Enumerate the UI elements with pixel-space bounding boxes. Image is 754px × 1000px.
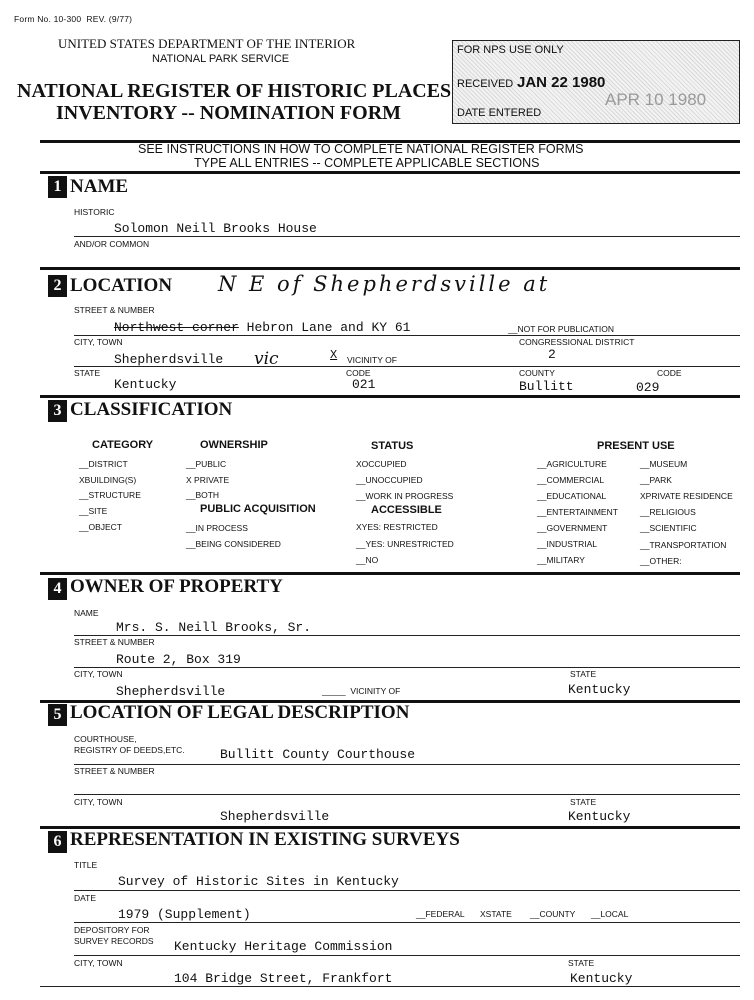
nps-use-box bbox=[452, 40, 740, 124]
vicinity-of-label: VICINITY OF bbox=[347, 355, 397, 365]
public-acquisition-header: PUBLIC ACQUISITION bbox=[200, 503, 316, 515]
owner-state-label: STATE bbox=[570, 669, 597, 679]
field-line bbox=[74, 764, 740, 765]
survey-city-label: CITY, TOWN bbox=[74, 958, 123, 968]
use-agriculture: __AGRICULTURE bbox=[537, 459, 607, 469]
street-text: Hebron Lane and KY 61 bbox=[246, 320, 411, 335]
field-line bbox=[74, 236, 740, 237]
use-educational: __EDUCATIONAL bbox=[537, 491, 607, 501]
option-local: __LOCAL bbox=[591, 909, 629, 919]
section-2-title: LOCATION bbox=[70, 275, 173, 296]
street-number-label: STREET & NUMBER bbox=[74, 305, 155, 315]
survey-state-label: STATE bbox=[568, 958, 595, 968]
county-code-value: 029 bbox=[636, 380, 660, 395]
form-number: Form No. 10-300 REV. (9/77) bbox=[14, 14, 133, 24]
city-town-label: CITY, TOWN bbox=[74, 337, 123, 347]
owner-street-value: Route 2, Box 319 bbox=[116, 652, 241, 667]
section-3-number: 3 bbox=[48, 400, 67, 422]
form-title-line2: INVENTORY -- NOMINATION FORM bbox=[56, 102, 402, 124]
ownership-public: __PUBLIC bbox=[186, 459, 227, 469]
category-header: CATEGORY bbox=[92, 439, 154, 451]
rule bbox=[40, 267, 740, 270]
owner-state-value: Kentucky bbox=[568, 682, 631, 697]
use-entertainment: __ENTERTAINMENT bbox=[537, 507, 618, 517]
use-religious: __RELIGIOUS bbox=[640, 507, 696, 517]
category-site: __SITE bbox=[79, 506, 108, 516]
use-commercial: __COMMERCIAL bbox=[537, 475, 605, 485]
instructions-line2: TYPE ALL ENTRIES -- COMPLETE APPLICABLE SECTIONS bbox=[194, 156, 540, 170]
section-1-title: NAME bbox=[70, 176, 129, 197]
use-private-residence: XPRIVATE RESIDENCE bbox=[640, 491, 733, 501]
accessible-header: ACCESSIBLE bbox=[371, 504, 442, 516]
owner-city-label: CITY, TOWN bbox=[74, 669, 123, 679]
field-line bbox=[74, 794, 740, 795]
section-1-number: 1 bbox=[48, 176, 67, 198]
owner-city-value: Shepherdsville bbox=[116, 684, 226, 699]
rule bbox=[40, 395, 740, 398]
city-value: Shepherdsville bbox=[114, 352, 224, 367]
use-other: __OTHER: bbox=[640, 556, 682, 566]
use-museum: __MUSEUM bbox=[640, 459, 688, 469]
legal-street-label: STREET & NUMBER bbox=[74, 766, 155, 776]
section-3-title: CLASSIFICATION bbox=[70, 399, 233, 420]
survey-date-label: DATE bbox=[74, 893, 97, 903]
option-county: __COUNTY bbox=[530, 909, 576, 919]
county-code-label: CODE bbox=[657, 368, 682, 378]
use-government: __GOVERNMENT bbox=[537, 523, 608, 533]
courthouse-value: Bullitt County Courthouse bbox=[220, 747, 416, 762]
category-building: XBUILDING(S) bbox=[79, 475, 137, 485]
accessible-yes-restricted: XYES: RESTRICTED bbox=[356, 522, 438, 532]
survey-title-value: Survey of Historic Sites in Kentucky bbox=[118, 874, 399, 889]
field-line bbox=[74, 890, 740, 891]
acquisition-in-process: __IN PROCESS bbox=[186, 523, 248, 533]
historic-label: HISTORIC bbox=[74, 207, 115, 217]
section-4-title: OWNER OF PROPERTY bbox=[70, 576, 283, 597]
street-value bbox=[114, 320, 410, 335]
county-label: COUNTY bbox=[519, 368, 555, 378]
accessible-yes-unrestricted: __YES: UNRESTRICTED bbox=[356, 539, 454, 549]
registry-label: REGISTRY OF DEEDS,ETC. bbox=[74, 745, 185, 755]
option-federal: __FEDERAL bbox=[416, 909, 465, 919]
courthouse-label: COURTHOUSE, bbox=[74, 734, 137, 744]
legal-state-label: STATE bbox=[570, 797, 597, 807]
rule bbox=[40, 171, 740, 174]
instructions-line1: SEE INSTRUCTIONS IN HOW TO COMPLETE NATIONAL REGISTER FORMS bbox=[138, 142, 584, 156]
received-label: RECEIVED bbox=[457, 78, 514, 90]
service-name: NATIONAL PARK SERVICE bbox=[152, 53, 290, 65]
section-6-title: REPRESENTATION IN EXISTING SURVEYS bbox=[70, 829, 460, 850]
section-5-number: 5 bbox=[48, 704, 67, 726]
state-code-label: CODE bbox=[346, 368, 371, 378]
status-unoccupied: __UNOCCUPIED bbox=[356, 475, 423, 485]
owner-street-label: STREET & NUMBER bbox=[74, 637, 155, 647]
use-transportation: __TRANSPORTATION bbox=[640, 540, 727, 550]
owner-name-label: NAME bbox=[74, 608, 99, 618]
common-name-label: AND/OR COMMON bbox=[74, 239, 150, 249]
status-occupied: XOCCUPIED bbox=[356, 459, 407, 469]
section-2-number: 2 bbox=[48, 275, 67, 297]
survey-date-value: 1979 (Supplement) bbox=[118, 907, 251, 922]
field-line bbox=[74, 635, 740, 636]
use-scientific: __SCIENTIFIC bbox=[640, 523, 697, 533]
date-entered-label: DATE ENTERED bbox=[457, 107, 542, 119]
status-header: STATUS bbox=[371, 440, 414, 452]
category-object: __OBJECT bbox=[79, 522, 122, 532]
field-line bbox=[74, 667, 740, 668]
acquisition-being-considered: __BEING CONSIDERED bbox=[186, 539, 281, 549]
not-for-publication-label: __NOT FOR PUBLICATION bbox=[508, 324, 614, 334]
owner-name-value: Mrs. S. Neill Brooks, Sr. bbox=[116, 620, 312, 635]
handwritten-location-note: N E of Shepherdsville at bbox=[218, 272, 551, 296]
ownership-header: OWNERSHIP bbox=[200, 439, 268, 451]
state-value: Kentucky bbox=[114, 377, 177, 392]
depository-label: DEPOSITORY FOR bbox=[74, 925, 150, 935]
received-date-stamp: JAN 22 1980 bbox=[517, 74, 606, 91]
form-revision: REV. (9/77) bbox=[86, 14, 133, 24]
survey-state-value: Kentucky bbox=[570, 971, 633, 986]
field-line bbox=[74, 922, 740, 923]
survey-records-label: SURVEY RECORDS bbox=[74, 936, 154, 946]
survey-city-value: 104 Bridge Street, Frankfort bbox=[174, 971, 393, 986]
rule bbox=[40, 986, 740, 987]
use-park: __PARK bbox=[640, 475, 672, 485]
present-use-header: PRESENT USE bbox=[597, 440, 675, 452]
nps-use-label: FOR NPS USE ONLY bbox=[457, 44, 564, 56]
county-value: Bullitt bbox=[519, 379, 574, 394]
field-line bbox=[74, 335, 740, 336]
option-state: XSTATE bbox=[480, 909, 512, 919]
legal-city-value: Shepherdsville bbox=[220, 809, 330, 824]
handwritten-vic: vic bbox=[254, 349, 279, 369]
struck-street-text: Northwest corner bbox=[114, 320, 239, 335]
depository-value: Kentucky Heritage Commission bbox=[174, 939, 393, 954]
section-5-title: LOCATION OF LEGAL DESCRIPTION bbox=[70, 702, 410, 723]
rule bbox=[40, 572, 740, 575]
field-line bbox=[74, 955, 740, 956]
state-label: STATE bbox=[74, 368, 101, 378]
category-district: __DISTRICT bbox=[79, 459, 128, 469]
date-entered-stamp: APR 10 1980 bbox=[605, 90, 707, 109]
section-4-number: 4 bbox=[48, 578, 67, 600]
vicinity-checkmark: X bbox=[330, 348, 338, 362]
ownership-both: __BOTH bbox=[186, 490, 220, 500]
section-6-number: 6 bbox=[48, 831, 67, 853]
legal-city-label: CITY, TOWN bbox=[74, 797, 123, 807]
status-work-in-progress: __WORK IN PROGRESS bbox=[356, 491, 454, 501]
use-military: __MILITARY bbox=[537, 555, 585, 565]
legal-state-value: Kentucky bbox=[568, 809, 631, 824]
accessible-no: __NO bbox=[356, 555, 379, 565]
owner-vicinity-label: _____ VICINITY OF bbox=[322, 686, 401, 696]
state-code-value: 021 bbox=[352, 377, 376, 392]
department-name: UNITED STATES DEPARTMENT OF THE INTERIOR bbox=[58, 36, 356, 51]
district-value: 2 bbox=[548, 347, 556, 362]
survey-title-label: TITLE bbox=[74, 860, 98, 870]
form-title-line1: NATIONAL REGISTER OF HISTORIC PLACES bbox=[17, 80, 452, 102]
field-line bbox=[74, 366, 740, 367]
historic-name-value: Solomon Neill Brooks House bbox=[114, 221, 317, 236]
use-industrial: __INDUSTRIAL bbox=[537, 539, 597, 549]
category-structure: __STRUCTURE bbox=[79, 490, 141, 500]
congressional-district-label: CONGRESSIONAL DISTRICT bbox=[519, 337, 635, 347]
ownership-private: X PRIVATE bbox=[186, 475, 230, 485]
